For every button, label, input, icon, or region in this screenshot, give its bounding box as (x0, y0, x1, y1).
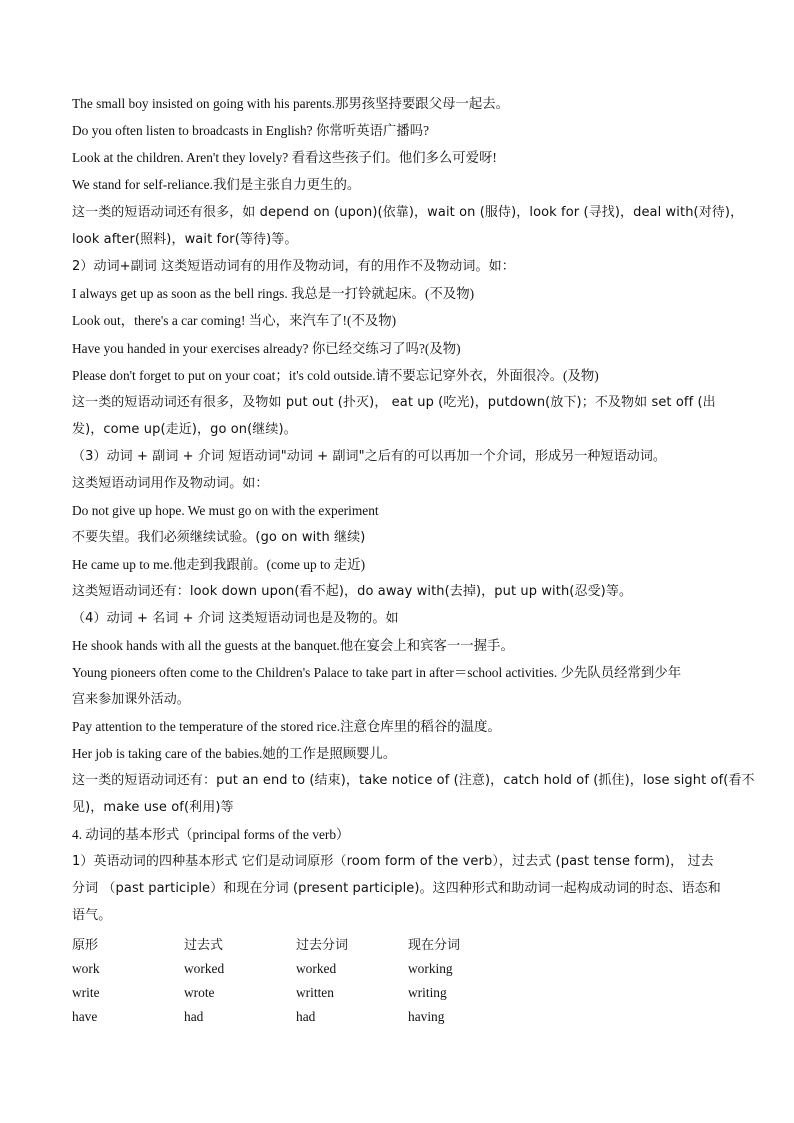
table-cell: have (72, 1009, 98, 1024)
table-cell: had (296, 1009, 316, 1024)
table-cell: worked (184, 961, 225, 976)
text-line: 这一类的短语动词还有很多，如 depend on (upon)(依靠)，wait on (服侍)，look for (寻找)，deal with(对待)， (72, 205, 744, 220)
table-header-cell: 原形 (72, 938, 99, 953)
table-cell: having (408, 1009, 445, 1024)
text-line: 不要失望。我们必须继续试验。(go on with 继续) (72, 530, 366, 545)
table-row (72, 985, 532, 1005)
table-header-cell: 现在分词 (408, 938, 461, 953)
text-line: 1）英语动词的四种基本形式 它们是动词原形（room form of the verb），过去式 (past tense form)， 过去 (72, 854, 714, 869)
table-cell: written (296, 985, 334, 1000)
table-cell: wrote (184, 985, 215, 1000)
section-heading: （4）动词 + 名词 + 介词 这类短语动词也是及物的。如 (72, 611, 399, 626)
text-line: Please don't forget to put on your coat；it's cold outside.请不要忘记穿外衣，外面很冷。(及物) (72, 368, 599, 383)
text-line: 发)，come up(走近)，go on(继续)。 (72, 422, 297, 437)
table-header-cell: 过去式 (184, 938, 224, 953)
text-line: 这类短语动词还有：look down upon(看不起)，do away with(去掉)，put up with(忍受)等。 (72, 584, 633, 599)
text-line: Do you often listen to broadcasts in English? 你常听英语广播吗? (72, 123, 430, 138)
text-line: Young pioneers often come to the Children's Palace to take part in after＝school activities. 少先队员经常到少年 (72, 665, 682, 680)
text-line: Do not give up hope. We must go on with the experiment (72, 503, 379, 518)
section-heading: （3）动词 + 副词 + 介词 短语动词"动词 + 副词"之后有的可以再加一个介词，形成另一种短语动词。 (72, 449, 667, 464)
table-cell: writing (408, 985, 447, 1000)
text-line: He came up to me.他走到我跟前。(come up to 走近) (72, 557, 366, 572)
text-line: Her job is taking care of the babies.她的工作是照顾婴儿。 (72, 746, 397, 761)
table-cell: working (408, 961, 453, 976)
table-row (72, 1009, 532, 1029)
text-line: 见)，make use of(利用)等 (72, 800, 234, 815)
text-line: Look at the children. Aren't they lovely? 看看这些孩子们。他们多么可爱呀! (72, 150, 497, 165)
text-line: Pay attention to the temperature of the stored rice.注意仓库里的稻谷的温度。 (72, 719, 501, 734)
section-heading: 2）动词+副词 这类短语动词有的用作及物动词，有的用作不及物动词。如： (72, 259, 515, 274)
text-line: He shook hands with all the guests at the banquet.他在宴会上和宾客一一握手。 (72, 638, 514, 653)
text-line: look after(照料)，wait for(等待)等。 (72, 232, 298, 247)
table-header-cell: 过去分词 (296, 938, 349, 953)
table-cell: work (72, 961, 100, 976)
text-line: 这一类的短语动词还有：put an end to (结束)，take notice of (注意)，catch hold of (抓住)，lose sight of(看不 (72, 773, 755, 788)
text-line: 分词 （past participle）和现在分词 (present participle)。这四种形式和助动词一起构成动词的时态、语态和 (72, 881, 721, 896)
text-line: 宫来参加课外活动。 (72, 692, 190, 707)
text-line: 语气。 (72, 908, 112, 923)
table-header-row (72, 934, 532, 954)
table-row (72, 961, 532, 981)
text-line: The small boy insisted on going with his parents.那男孩坚持要跟父母一起去。 (72, 96, 510, 111)
table-cell: write (72, 985, 100, 1000)
text-line: Have you handed in your exercises already? 你已经交练习了吗?(及物) (72, 341, 461, 356)
text-line: 这类短语动词用作及物动词。如： (72, 476, 269, 491)
text-line: I always get up as soon as the bell rings. 我总是一打铃就起床。(不及物) (72, 286, 475, 301)
table-cell: worked (296, 961, 337, 976)
text-line: Look out，there's a car coming! 当心，来汽车了!(不及物) (72, 313, 397, 328)
table-cell: had (184, 1009, 204, 1024)
text-line: We stand for self-reliance.我们是主张自力更生的。 (72, 177, 361, 192)
text-line: 这一类的短语动词还有很多，及物如 put out (扑灭)， eat up (吃光)，putdown(放下)；不及物如 set off (出 (72, 395, 716, 410)
section-heading: 4. 动词的基本形式（principal forms of the verb） (72, 827, 350, 842)
